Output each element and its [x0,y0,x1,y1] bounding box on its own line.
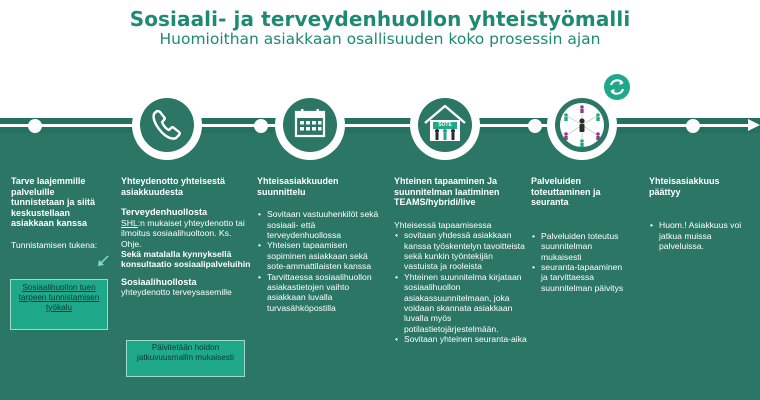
support-label: Tunnistamisen tukena: [11,239,98,250]
step-list [531,231,631,293]
sote-label: SOTE [438,122,452,128]
phone-icon [132,90,202,160]
timeline-dot [254,119,268,133]
list-item: • Palveluiden toteutus suunnitelman mukaisesti [531,231,631,262]
timeline-arrowhead [748,119,760,131]
timeline-line [0,124,750,127]
consultation-text: Sekä matalalla kynnyksellä konsultaatio sosiaalipalveluihin [121,249,251,270]
step-contact [121,176,253,298]
step-heading: Yhteydenotto yhteisestä asiakkuudesta [121,176,226,197]
step-heading: Yhteisasiakkuus päättyy [649,176,720,197]
tool-link-box[interactable] [10,279,108,330]
contact-text: yhteydenotto terveysasemille [121,287,232,298]
list-item: • Yhteinen suunnitelma kirjataan sosiaalihuollon asiakassuunnitelmaan, joka voidaan skannata asiakkaan luvalla myös potilastietojärjestelmään. [394,272,527,334]
step-heading: Yhteinen tapaaminen Ja suunnitelman laatiminen TEAMS/hybridi/live [394,176,500,208]
tool-link[interactable]: Sosiaalihuollon tuen tarpeen tunnistamisen työkalu [18,283,100,312]
meeting-intro: Yhteisessä tapaamisessa [394,219,492,230]
header [0,0,760,118]
sub-heading: Terveydenhuollosta [121,207,208,218]
contact-text: :n mukaiset yhteydenotto tai ilmoitus sosiaalihuoltoon. Ks. Ohje. [121,217,245,249]
step-meeting [394,176,527,345]
update-note: Päivitetään hoidon jatkuvuusmallin mukaisesti [137,343,234,362]
list-item: • sovitaan yhdessä asiakkaan kanssa työskentelyn tavoitteista sekä kunkin työntekijän vastuista ja rooleista [394,230,527,272]
step-planning [257,176,387,313]
sync-circle [601,71,633,103]
sub-heading: Sosiaalihuollosta [121,276,197,287]
step-list [394,230,527,344]
step-list [257,209,387,313]
page-subtitle: Huomioithan asiakkaan osallisuuden koko prosessin ajan [159,30,601,48]
page-title: Sosiaali- ja terveydenhuollon yhteistyömalli [129,7,631,31]
list-item: • Yhteisen tapaamisen sopiminen asiakkaan sekä sote-ammattilaisten kanssa [257,240,387,271]
step-list [649,220,745,251]
timeline-dot [28,119,42,133]
calendar-circle [275,90,345,160]
shl-abbr: SHL [121,217,138,228]
list-item: • Sovitaan vastuuhenkilöt sekä sosiaali- että terveydenhuollossa [257,209,387,240]
step-heading: Palveluiden toteuttaminen ja seuranta [531,176,601,208]
list-item: • Tarvittaessa sosiaalihuollon asiakastietojen vaihto asiakkaan luvalla turvasähköpostilla [257,272,387,314]
update-note-box [126,340,245,377]
timeline-dot [528,119,542,133]
phone-circle [132,90,202,160]
sync-icon [601,71,633,103]
step-implementation [531,176,631,293]
timeline-dot [686,119,700,133]
sote-house-circle [410,90,480,160]
step-heading: Tarve laajemmille palveluille tunnistetaan ja siitä keskustellaan asiakkaan kanssa [11,176,96,229]
list-item: • Sovitaan yhteinen seuranta-aika [394,334,527,344]
step-heading: Yhteisasiakkuuden suunnittelu [257,176,339,197]
list-item: • Huom.! Asiakkuus voi jatkua muissa palveluissa. [649,220,745,251]
list-item: • seuranta-tapaaminen ja tarvittaessa suunnitelman päivitys [531,262,631,293]
step-end [649,176,745,251]
calendar-icon [275,90,345,160]
step-identify-need [11,176,107,250]
arrow-icon [96,254,110,268]
